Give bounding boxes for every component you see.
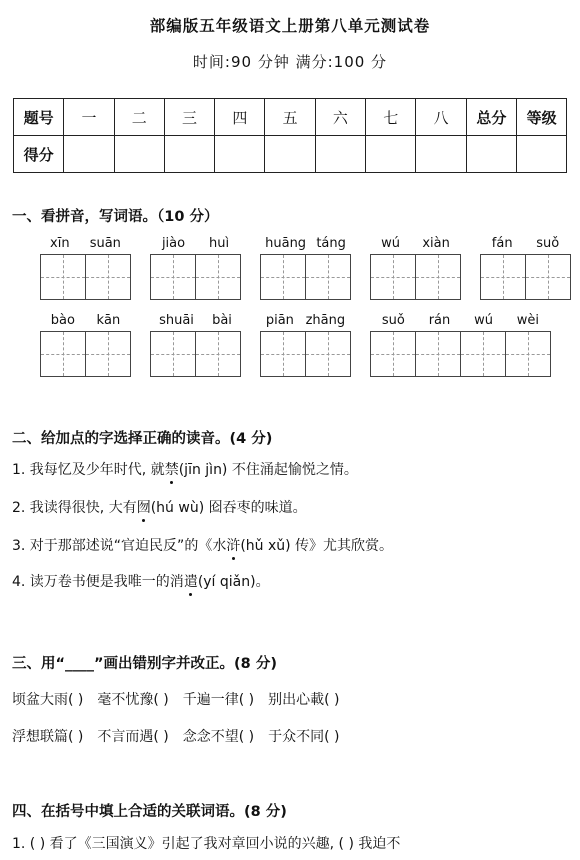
correction-item[interactable]: 别出心載( ) [268, 692, 340, 708]
score-header-cell: 等级 [516, 99, 566, 136]
dotted-char: 浒 [226, 538, 241, 554]
correction-item[interactable]: 毫不忧豫( ) [97, 692, 169, 708]
pinyin-syllable: zhāng [305, 313, 346, 328]
section-2-heading: 二、给加点的字选择正确的读音。(4 分) [12, 431, 273, 447]
writing-box[interactable] [305, 332, 350, 376]
writing-box[interactable] [85, 332, 130, 376]
score-header-cell: 七 [366, 99, 416, 136]
pinyin-syllable: fán [491, 236, 513, 251]
score-header-cell: 六 [315, 99, 365, 136]
correction-item[interactable]: 不言而遇( ) [97, 729, 169, 745]
dotted-char: 囫 [136, 500, 151, 516]
writing-box[interactable] [525, 255, 570, 299]
writing-box[interactable] [41, 255, 85, 299]
pinyin-syllable: wèi [516, 313, 540, 328]
score-header-cell: 总分 [466, 99, 516, 136]
writing-box[interactable] [460, 332, 505, 376]
pinyin-syllable: jiào [161, 236, 186, 251]
correction-item[interactable]: 于众不同( ) [268, 729, 340, 745]
score-row-label: 得分 [14, 136, 64, 173]
question-line: 1. 我每忆及少年时代, 就禁(jīn jìn) 不住涌起愉悦之情。 [12, 462, 358, 478]
pinyin-group [480, 236, 571, 300]
pinyin-syllable: suǒ [536, 236, 560, 251]
score-cell[interactable] [164, 136, 214, 173]
writing-box[interactable] [151, 255, 195, 299]
score-header-cell: 八 [416, 99, 466, 136]
exam-time-and-score: 时间:90 分钟 满分:100 分 [192, 53, 388, 71]
correction-item[interactable]: 千遍一律( ) [182, 692, 255, 708]
pinyin-syllable: wú [474, 313, 493, 328]
score-header-cell: 二 [114, 99, 164, 136]
score-table [13, 98, 567, 173]
pinyin-syllable: suān [89, 236, 121, 251]
writing-box[interactable] [415, 332, 460, 376]
writing-box[interactable] [85, 255, 130, 299]
pinyin-syllable: suǒ [381, 313, 405, 328]
dotted-char: 遣 [183, 574, 198, 590]
score-cell[interactable] [466, 136, 516, 173]
score-header-cell: 五 [265, 99, 315, 136]
writing-box[interactable] [195, 255, 240, 299]
dotted-char: 禁 [164, 462, 179, 478]
correction-row [12, 726, 354, 746]
correction-item[interactable]: 念念不望( ) [182, 729, 255, 745]
pinyin-syllable: shuāi [159, 313, 194, 328]
score-cell[interactable] [416, 136, 466, 173]
pinyin-group [260, 236, 351, 300]
writing-box[interactable] [261, 332, 305, 376]
writing-box[interactable] [481, 255, 525, 299]
pinyin-syllable: bào [50, 313, 75, 328]
pinyin-group [150, 236, 241, 300]
writing-box[interactable] [41, 332, 85, 376]
pinyin-syllable: xiàn [422, 236, 450, 251]
page-title: 部编版五年级语文上册第八单元测试卷 [149, 17, 431, 35]
writing-box[interactable] [195, 332, 240, 376]
pinyin-group [40, 236, 131, 300]
score-header-cell: 三 [164, 99, 214, 136]
correction-item[interactable]: 浮想联篇( ) [12, 729, 84, 745]
question-line: 4. 读万卷书便是我唯一的消遣(yí qiǎn)。 [12, 574, 270, 590]
pinyin-syllable: xīn [50, 236, 70, 251]
score-header-cell: 一 [64, 99, 114, 136]
score-header-cell: 四 [215, 99, 265, 136]
pinyin-group [370, 313, 551, 377]
writing-box[interactable] [371, 332, 415, 376]
score-cell[interactable] [516, 136, 566, 173]
score-cell[interactable] [265, 136, 315, 173]
pinyin-syllable: táng [316, 236, 346, 251]
writing-box[interactable] [261, 255, 305, 299]
pinyin-group [40, 313, 131, 377]
score-cell[interactable] [114, 136, 164, 173]
writing-box[interactable] [371, 255, 415, 299]
section-3-heading: 三、用“____”画出错别字并改正。(8 分) [12, 656, 277, 672]
score-cell[interactable] [64, 136, 114, 173]
pinyin-group [150, 313, 241, 377]
pinyin-group [370, 236, 461, 300]
score-table-header-row [14, 99, 567, 136]
writing-box[interactable] [415, 255, 460, 299]
pinyin-syllable: piān [265, 313, 294, 328]
pinyin-group [260, 313, 351, 377]
pinyin-syllable: wú [381, 236, 401, 251]
pinyin-syllable: bài [212, 313, 232, 328]
writing-box[interactable] [305, 255, 350, 299]
score-cell[interactable] [215, 136, 265, 173]
score-cell[interactable] [315, 136, 365, 173]
correction-item[interactable]: 顷盆大雨( ) [12, 692, 84, 708]
question-line: 3. 对于那部述说“官迫民反”的《水浒(hǔ xǔ) 传》尤其欣赏。 [12, 538, 394, 554]
question-line: 1. ( ) 看了《三国演义》引起了我对章回小说的兴趣, ( ) 我迫不 [12, 836, 401, 852]
correction-row [12, 689, 354, 709]
section-1-heading: 一、看拼音，写词语。（10 分） [12, 209, 219, 225]
section-4-heading: 四、在括号中填上合适的关联词语。(8 分) [12, 804, 287, 820]
pinyin-syllable: kān [96, 313, 121, 328]
question-line: 2. 我读得很快, 大有囫(hú wù) 囵吞枣的味道。 [12, 500, 307, 516]
score-header-cell: 题号 [14, 99, 64, 136]
score-table-score-row [14, 136, 567, 173]
writing-box[interactable] [151, 332, 195, 376]
writing-box[interactable] [505, 332, 550, 376]
score-cell[interactable] [366, 136, 416, 173]
pinyin-syllable: huì [208, 236, 230, 251]
pinyin-syllable: huāng [265, 236, 307, 251]
pinyin-syllable: rán [428, 313, 451, 328]
